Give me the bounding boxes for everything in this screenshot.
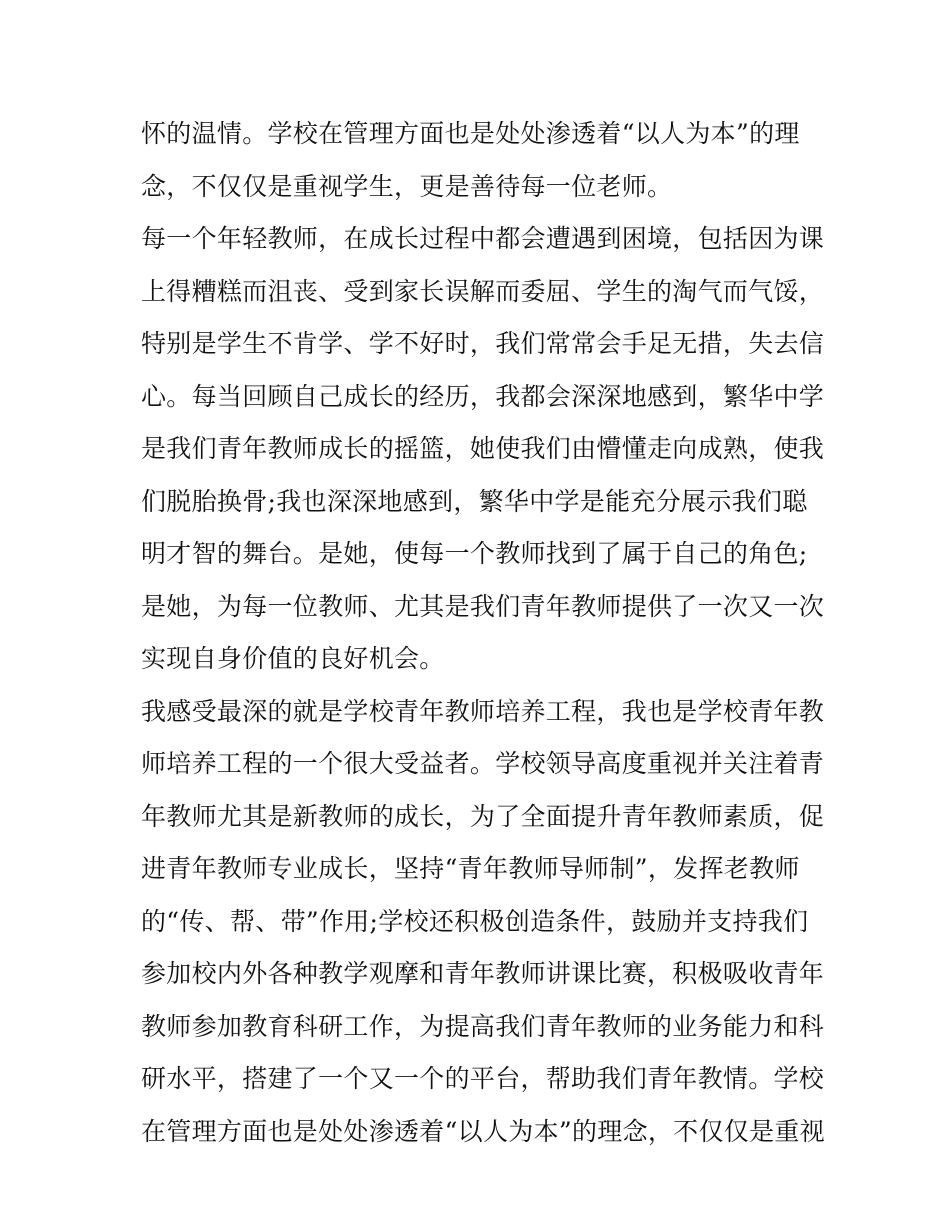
document-body	[141, 108, 825, 1158]
text-line: 是她，为每一位教师、尤其是我们青年教师提供了一次又一次	[141, 591, 825, 621]
text-line: 我感受最深的就是学校青年教师培养工程，我也是学校青年教	[141, 696, 825, 726]
text-line: 年教师尤其是新教师的成长，为了全面提升青年教师素质，促	[141, 801, 825, 831]
text-line: 念，不仅仅是重视学生，更是善待每一位老师。	[141, 171, 673, 201]
text-line: 们脱胎换骨;我也深深地感到，繁华中学是能充分展示我们聪	[141, 486, 808, 516]
text-line: 实现自身价值的良好机会。	[141, 644, 445, 673]
text-line: 特别是学生不肯学、学不好时，我们常常会手足无措，失去信	[141, 329, 825, 358]
text-line: 进青年教师专业成长，坚持“青年教师导师制”，发挥老教师	[141, 854, 800, 883]
text-line: 在管理方面也是处处渗透着“以人为本”的理念，不仅仅是重视	[141, 1116, 825, 1146]
text-line: 参加校内外各种教学观摩和青年教师讲课比赛，积极吸收青年	[141, 959, 825, 988]
text-line: 教师参加教育科研工作，为提高我们青年教师的业务能力和科	[141, 1011, 825, 1041]
text-line: 是我们青年教师成长的摇篮，她使我们由懵懂走向成熟，使我	[141, 434, 825, 463]
text-line: 每一个年轻教师，在成长过程中都会遭遇到困境，包括因为课	[141, 224, 825, 253]
text-line: 明才智的舞台。是她，使每一个教师找到了属于自己的角色;	[141, 539, 808, 568]
text-line: 师培养工程的一个很大受益者。学校领导高度重视并关注着青	[141, 749, 825, 778]
text-line: 怀的温情。学校在管理方面也是处处渗透着“以人为本”的理	[141, 119, 800, 148]
text-line: 上得糟糕而沮丧、受到家长误解而委屈、学生的淘气而气馁，	[141, 276, 825, 306]
text-line: 研水平，搭建了一个又一个的平台，帮助我们青年教情。学校	[141, 1064, 825, 1093]
text-line: 的“传、帮、带”作用;学校还积极创造条件，鼓励并支持我们	[141, 906, 809, 936]
text-line: 心。每当回顾自己成长的经历，我都会深深地感到，繁华中学	[141, 381, 825, 411]
